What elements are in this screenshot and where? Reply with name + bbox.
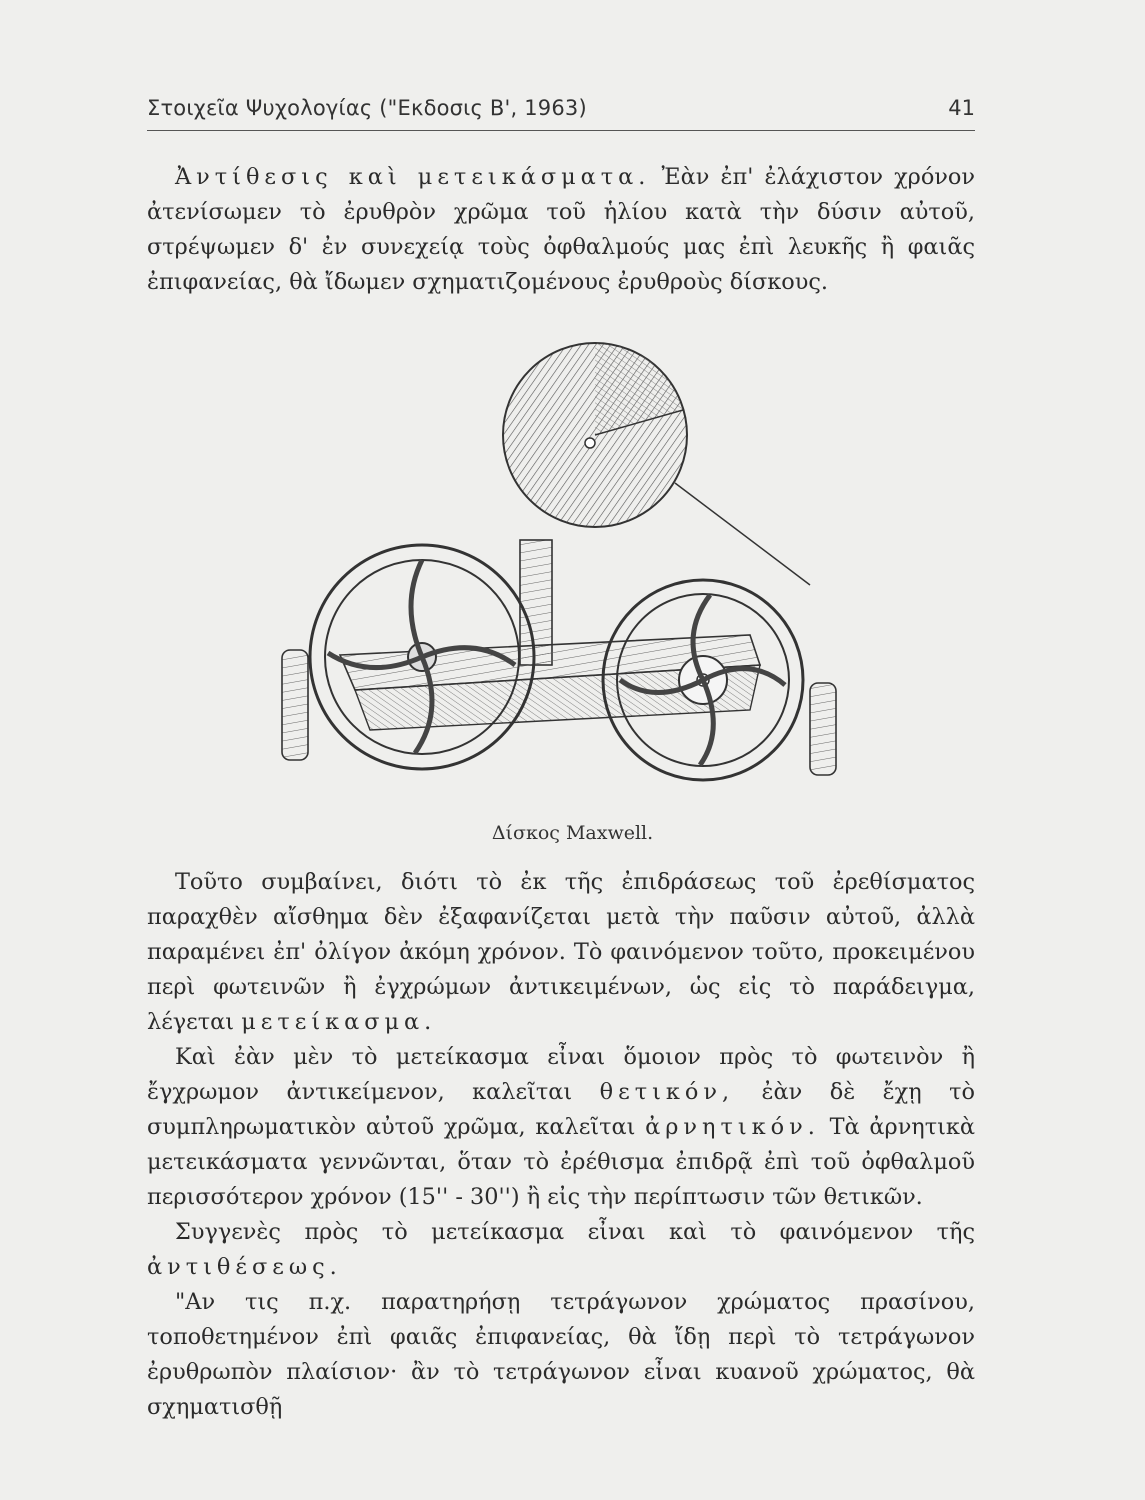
term-contrast: ἀντιθέσεως. [147, 1254, 342, 1280]
paragraph-example: "Αν τις π.χ. παρατηρήσῃ τετράγωνον χρώματος πρασίνου, τοποθετημένον ἐπὶ φαιᾶς ἐπιφανείας, θὰ ἴδῃ περὶ τὸ τετράγωνον ἐρυθρωπὸν πλαίσιον· ἂν τὸ τετράγωνον εἶναι κυανοῦ χρώματος, θὰ σχηματισθῇ [147, 1289, 975, 1420]
section-intro [147, 160, 975, 300]
paragraph-contrast [147, 1215, 975, 1285]
section-body [147, 865, 975, 1425]
disc [503, 343, 687, 527]
header-title: Στοιχεῖα Ψυχολογίας ("Εκδοσις Β', 1963) [147, 96, 587, 120]
paragraph-text: Καὶ ἐὰν μὲν τὸ μετείκασμα εἶναι ὅμοιον πρὸς τὸ φωτεινὸν ἢ ἔγχρωμον ἀντικείμενον, καλεῖται [147, 1044, 975, 1105]
paragraph-text: ἐὰν δὲ ἔχῃ τὸ συμπληρωματικὸν αὐτοῦ χρῶμα, καλεῖται [147, 1079, 975, 1140]
section-heading: Ἀντίθεσις καὶ μετεικάσματα. [175, 164, 651, 190]
figure-caption: Δίσκος Maxwell. [491, 822, 654, 844]
paragraph-positive-negative [147, 1040, 975, 1215]
page-number: 41 [948, 96, 975, 120]
term-positive: θετικόν, [599, 1079, 735, 1105]
paragraph-text: Συγγενὲς πρὸς τὸ μετείκασμα εἶναι καὶ τὸ φαινόμενον τῆς [175, 1219, 975, 1245]
paragraph-text: Τὰ ἀρνητικὰ μετεικάσματα γεννῶνται, ὅταν τὸ ἐρέθισμα ἐπιδρᾷ ἐπὶ τοῦ ὀφθαλμοῦ περισσότερον χρόνον (15'' - 30'') ἢ εἰς τὴν περίπτωσιν τῶν θετικῶν. [147, 1114, 975, 1210]
maxwell-disc-figure [280, 335, 840, 800]
paragraph-afterimages [147, 160, 975, 300]
paragraph-afterimage-cause [147, 865, 975, 1040]
paragraph-text: Ἐὰν ἐπ' ἐλάχιστον χρόνον ἀτενίσωμεν τὸ ἐρυθρὸν χρῶμα τοῦ ἡλίου κατὰ τὴν δύσιν αὐτοῦ, στρέψωμεν δ' ἐν συνεχείᾳ τοὺς ὀφθαλμούς μας ἐπὶ λευκῆς ἢ φαιᾶς ἐπιφανείας, θὰ ἴδωμεν σχηματιζομένους ἐρυθροὺς δίσκους. [147, 164, 975, 295]
term-negative: ἀρνητικόν. [645, 1114, 820, 1140]
belt-line [675, 483, 810, 585]
running-header [147, 96, 975, 131]
term-afterimage: μετείκασμα. [241, 1009, 437, 1035]
paragraph-text: Τοῦτο συμβαίνει, διότι τὸ ἐκ τῆς ἐπιδράσεως τοῦ ἐρεθίσματος παραχθὲν αἴσθημα δὲν ἐξαφανίζεται μετὰ τὴν παῦσιν αὐτοῦ, ἀλλὰ παραμένει ἐπ' ὀλίγον ἀκόμη χρόνον. Τὸ φαινόμενον τοῦτο, προκειμένου περὶ φωτεινῶν ἢ ἐγχρώμων ἀντικειμένων, ὡς εἰς τὸ παράδειγμα, λέγεται [147, 869, 975, 1035]
